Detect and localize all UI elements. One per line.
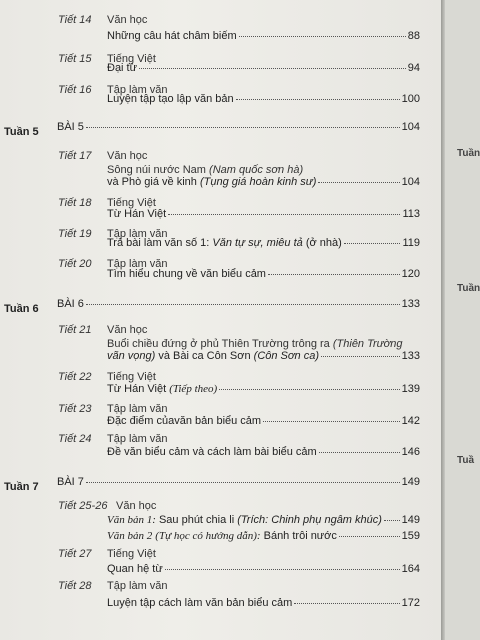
subject-label: Tiếng Việt [107, 371, 156, 383]
dot-leader [86, 482, 400, 483]
entry-title: Đặc điểm củavăn bản biểu cảm [107, 415, 262, 427]
dot-leader [339, 536, 400, 537]
tiet-label: Tiết 25-26 [58, 500, 108, 512]
tiet-label: Tiết 28 [58, 580, 92, 592]
dot-leader [319, 452, 400, 453]
toc-entry [107, 268, 420, 282]
page-number: 100 [401, 93, 420, 105]
toc-entry [107, 415, 420, 429]
page-number: 142 [401, 415, 420, 427]
page-number: 88 [407, 30, 420, 42]
subject-label: Tiếng Việt [107, 197, 156, 209]
subject-label: Văn học [107, 324, 148, 336]
toc-entry [107, 93, 420, 107]
entry-title: Luyện tập cách làm văn bản biểu cảm [107, 597, 293, 609]
page-number: 113 [402, 208, 420, 220]
toc-entry [107, 237, 420, 251]
dot-leader [384, 520, 400, 521]
adjacent-tuan-label: Tuần [457, 283, 480, 294]
tiet-label: Tiết 21 [58, 324, 92, 336]
entry-text: Từ Hán Việt [107, 383, 167, 395]
page-number: 104 [401, 121, 420, 133]
entry-title: Đề văn biểu cảm và cách làm bài biểu cảm [107, 446, 317, 458]
entry-title: Đại từ [107, 62, 137, 74]
entry-text-italic: Văn bản 1: [107, 514, 156, 526]
page-number: 120 [401, 268, 420, 280]
entry-text: Bánh trôi nước [263, 530, 337, 542]
dot-leader [318, 182, 399, 183]
dot-leader [165, 569, 400, 570]
dot-leader [86, 127, 400, 128]
entry-title: Tìm hiểu chung về văn biểu cảm [107, 268, 266, 280]
entry-title: Quan hệ từ [107, 563, 163, 575]
entry-text-italic: Văn bản 2 [107, 530, 153, 542]
toc-entry [107, 176, 420, 190]
entry-text: và Phò giá về kinh [107, 176, 197, 188]
tiet-label: Tiết 22 [58, 371, 92, 383]
entry-text-italic: (Nam quốc sơn hà) [209, 164, 304, 176]
dot-leader [86, 304, 400, 305]
tuan-label: Tuần 5 [4, 126, 39, 138]
toc-entry [107, 383, 420, 397]
entry-text-italic: (Tự học có hướng dẫn): [155, 530, 261, 542]
entry-text-italic: (Côn Sơn ca) [253, 350, 319, 362]
tiet-label: Tiết 19 [58, 228, 92, 240]
entry-text-italic: (Tiếp theo) [169, 383, 218, 395]
toc-entry [107, 446, 420, 460]
entry-text-italic: (Thiên Trường [332, 338, 403, 350]
page-number: 133 [401, 350, 420, 362]
dot-leader [168, 214, 400, 215]
tiet-label: Tiết 27 [58, 548, 92, 560]
entry-text-italic: (Trích: Chinh phụ ngâm khúc) [237, 514, 382, 526]
adjacent-page [445, 0, 480, 640]
entry-text: (ở nhà) [305, 237, 342, 249]
subject-label: Tập làm văn [107, 580, 168, 592]
dot-leader [268, 274, 400, 275]
dot-leader [263, 421, 400, 422]
page-number: 146 [401, 446, 420, 458]
subject-label: Văn học [116, 500, 157, 512]
adjacent-tuan-label: Tuần [457, 148, 480, 159]
entry-text: Buổi chiều đứng ở phủ Thiên Trường trông ra [107, 338, 330, 350]
tiet-label: Tiết 24 [58, 433, 92, 445]
entry-text: Trả bài làm văn số 1: [107, 237, 210, 249]
page-number: 119 [402, 237, 420, 249]
entry-title: Những câu hát châm biếm [107, 30, 237, 42]
adjacent-tuan-label: Tuầ [457, 455, 475, 466]
toc-entry [107, 563, 420, 577]
subject-label: Tiếng Việt [107, 53, 156, 65]
subject-label: Tập làm văn [107, 84, 168, 96]
entry-text: Sau phút chia li [158, 514, 235, 526]
toc-entry [107, 514, 420, 528]
page-number: 164 [401, 563, 420, 575]
dot-leader [294, 603, 399, 604]
dot-leader [239, 36, 406, 37]
entry-text-italic: Văn tự sự, miêu tả [212, 237, 303, 249]
dot-leader [236, 99, 400, 100]
entry-title: Luyện tập tạo lập văn bản [107, 93, 234, 105]
page-number: 149 [401, 514, 420, 526]
toc-entry [57, 476, 420, 490]
tiet-label: Tiết 23 [58, 403, 92, 415]
page-number: 133 [401, 298, 420, 310]
tuan-label: Tuần 6 [4, 303, 39, 315]
toc-entry [107, 62, 420, 76]
tiet-label: Tiết 18 [58, 197, 92, 209]
page-number: 139 [401, 383, 420, 395]
tuan-label: Tuần 7 [4, 481, 39, 493]
page-number: 149 [401, 476, 420, 488]
toc-entry [107, 208, 420, 222]
tiet-label: Tiết 20 [58, 258, 92, 270]
toc-entry [107, 597, 420, 611]
entry-title-line [107, 338, 403, 350]
dot-leader [219, 389, 399, 390]
subject-label: Tiếng Việt [107, 548, 156, 560]
toc-entry [107, 30, 420, 44]
toc-entry [107, 350, 420, 364]
page-number: 172 [401, 597, 420, 609]
entry-title-line [107, 164, 303, 176]
page-number: 104 [401, 176, 420, 188]
page-number: 159 [401, 530, 420, 542]
toc-entry [57, 298, 420, 312]
tiet-label: Tiết 14 [58, 14, 92, 26]
dot-leader [321, 356, 400, 357]
bai-title: BÀI 5 [57, 121, 84, 133]
bai-title: BÀI 7 [57, 476, 84, 488]
subject-label: Tập làm văn [107, 433, 168, 445]
subject-label: Văn học [107, 150, 148, 162]
subject-label: Tập làm văn [107, 228, 168, 240]
entry-text: Sông núi nước Nam [107, 164, 206, 176]
page-number: 94 [407, 62, 420, 74]
toc-entry [57, 121, 420, 135]
entry-text: và Bài ca Côn Sơn [158, 350, 251, 362]
tiet-label: Tiết 17 [58, 150, 92, 162]
entry-title: Từ Hán Việt [107, 208, 167, 220]
entry-text-italic: (Tụng giá hoàn kinh sư) [199, 176, 317, 188]
subject-label: Văn học [107, 14, 148, 26]
dot-leader [139, 68, 406, 69]
tiet-label: Tiết 16 [58, 84, 92, 96]
dot-leader [344, 243, 401, 244]
tiet-label: Tiết 15 [58, 53, 92, 65]
subject-label: Tập làm văn [107, 258, 168, 270]
bai-title: BÀI 6 [57, 298, 84, 310]
toc-entry [107, 530, 420, 544]
entry-text-italic: vãn vọng) [107, 350, 156, 362]
subject-label: Tập làm văn [107, 403, 168, 415]
